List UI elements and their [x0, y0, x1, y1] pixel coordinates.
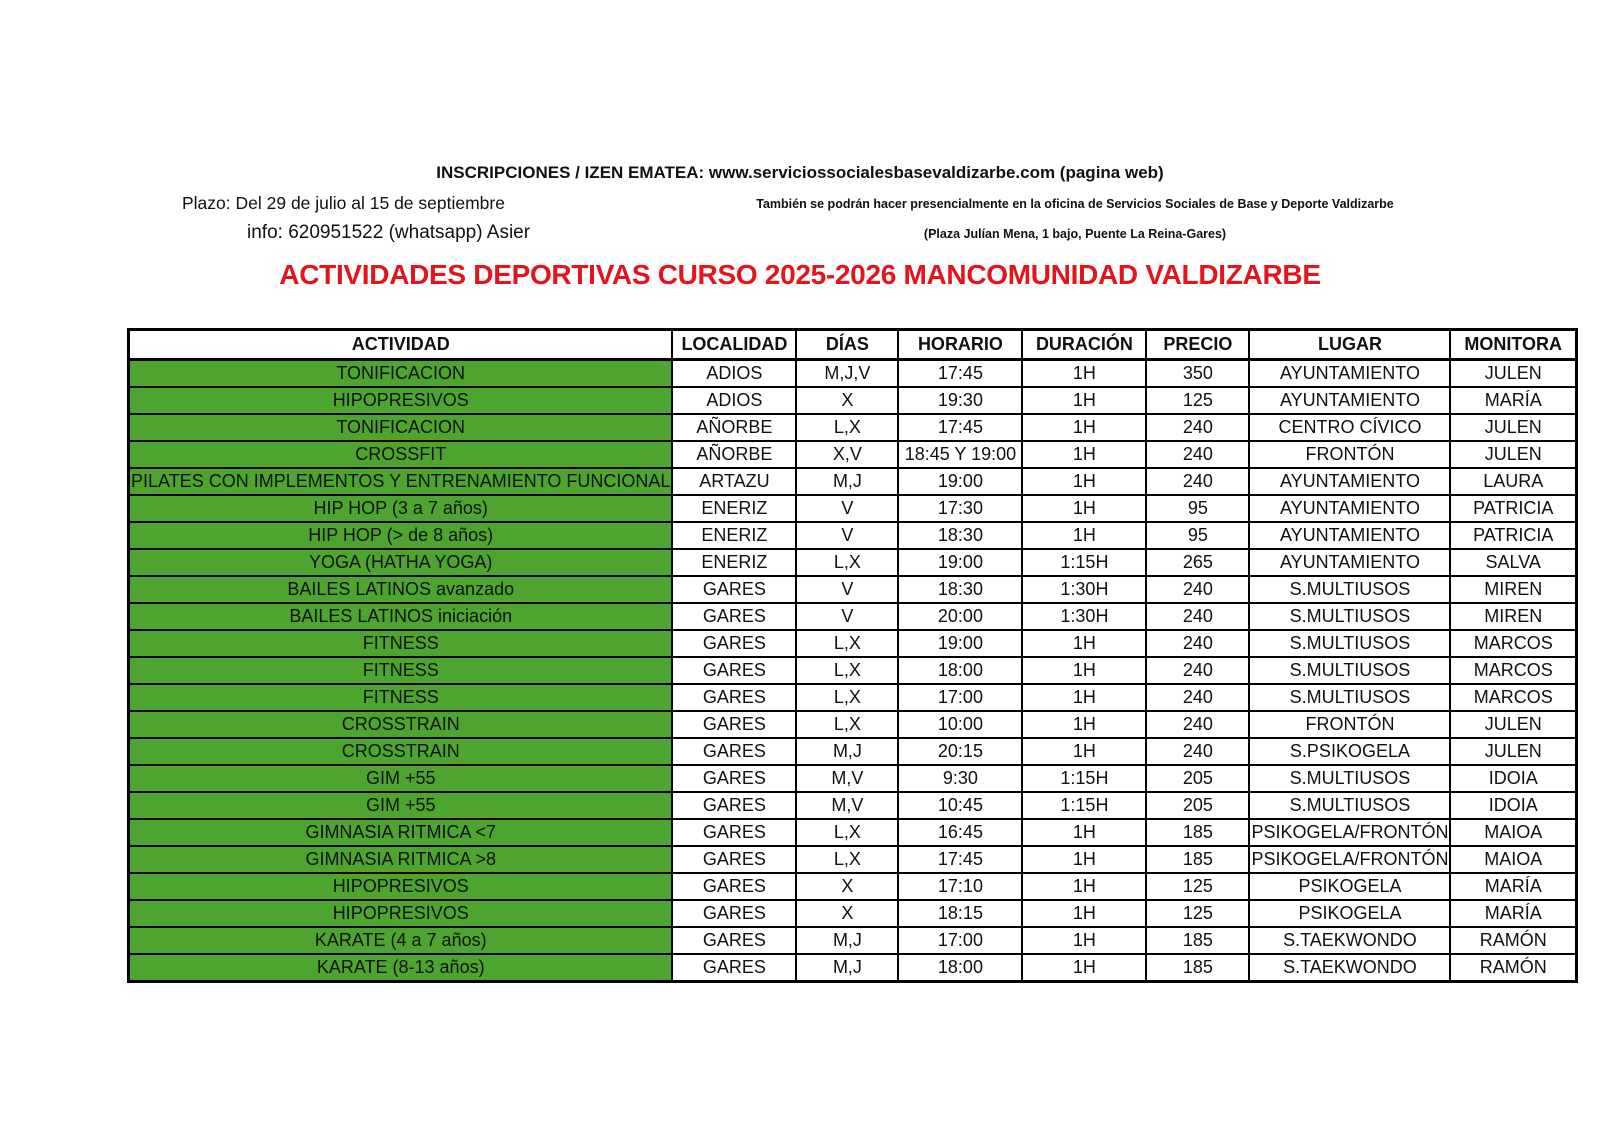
cell-horario: 19:00: [898, 549, 1022, 576]
cell-monitora: MAIOA: [1450, 819, 1576, 846]
cell-localidad: ADIOS: [672, 387, 796, 414]
cell-duracion: 1H: [1022, 738, 1146, 765]
registration-info: INSCRIPCIONES / IZEN EMATEA: www.serviciossocialesbasevaldizarbe.com (pagina web): [436, 163, 1164, 182]
cell-localidad: GARES: [672, 846, 796, 873]
cell-lugar: S.TAEKWONDO: [1249, 927, 1450, 954]
cell-actividad: CROSSTRAIN: [129, 711, 673, 738]
cell-monitora: MAIOA: [1450, 846, 1576, 873]
cell-actividad: BAILES LATINOS avanzado: [129, 576, 673, 603]
cell-dias: M,V: [796, 765, 898, 792]
cell-actividad: KARATE (4 a 7 años): [129, 927, 673, 954]
cell-horario: 17:45: [898, 414, 1022, 441]
cell-monitora: RAMÓN: [1450, 927, 1576, 954]
cell-horario: 17:30: [898, 495, 1022, 522]
cell-monitora: IDOIA: [1450, 765, 1576, 792]
cell-dias: V: [796, 603, 898, 630]
cell-lugar: AYUNTAMIENTO: [1249, 549, 1450, 576]
cell-duracion: 1H: [1022, 360, 1146, 388]
cell-precio: 125: [1146, 873, 1249, 900]
cell-lugar: AYUNTAMIENTO: [1249, 522, 1450, 549]
cell-monitora: SALVA: [1450, 549, 1576, 576]
cell-localidad: GARES: [672, 684, 796, 711]
cell-precio: 240: [1146, 684, 1249, 711]
activities-table: [127, 328, 1578, 983]
cell-duracion: 1:15H: [1022, 765, 1146, 792]
cell-actividad: HIP HOP (3 a 7 años): [129, 495, 673, 522]
column-header-monitora: MONITORA: [1450, 330, 1576, 360]
cell-horario: 10:00: [898, 711, 1022, 738]
cell-dias: L,X: [796, 630, 898, 657]
cell-precio: 240: [1146, 603, 1249, 630]
cell-precio: 205: [1146, 765, 1249, 792]
table-row: [129, 603, 1577, 630]
cell-duracion: 1H: [1022, 468, 1146, 495]
cell-precio: 240: [1146, 576, 1249, 603]
cell-dias: X: [796, 873, 898, 900]
cell-monitora: MIREN: [1450, 576, 1576, 603]
cell-monitora: MARCOS: [1450, 657, 1576, 684]
contact-info: info: 620951522 (whatsapp) Asier: [247, 222, 531, 243]
table-row: [129, 468, 1577, 495]
table-row: [129, 738, 1577, 765]
cell-lugar: CENTRO CÍVICO: [1249, 414, 1450, 441]
table-row: [129, 549, 1577, 576]
cell-localidad: GARES: [672, 576, 796, 603]
cell-dias: V: [796, 576, 898, 603]
column-header-actividad: ACTIVIDAD: [129, 330, 673, 360]
cell-actividad: GIMNASIA RITMICA <7: [129, 819, 673, 846]
cell-actividad: CROSSFIT: [129, 441, 673, 468]
cell-localidad: GARES: [672, 819, 796, 846]
cell-horario: 17:45: [898, 846, 1022, 873]
cell-precio: 240: [1146, 738, 1249, 765]
table-row: [129, 630, 1577, 657]
cell-actividad: YOGA (HATHA YOGA): [129, 549, 673, 576]
cell-precio: 240: [1146, 441, 1249, 468]
table-row: [129, 900, 1577, 927]
cell-lugar: S.MULTIUSOS: [1249, 603, 1450, 630]
cell-dias: L,X: [796, 657, 898, 684]
cell-precio: 125: [1146, 900, 1249, 927]
table-row: [129, 522, 1577, 549]
table-row: [129, 846, 1577, 873]
cell-precio: 185: [1146, 927, 1249, 954]
cell-dias: V: [796, 495, 898, 522]
cell-dias: M,J: [796, 927, 898, 954]
table-row: [129, 495, 1577, 522]
cell-dias: L,X: [796, 684, 898, 711]
cell-monitora: MIREN: [1450, 603, 1576, 630]
cell-actividad: HIPOPRESIVOS: [129, 873, 673, 900]
cell-monitora: PATRICIA: [1450, 495, 1576, 522]
cell-horario: 17:45: [898, 360, 1022, 388]
in-person-note: También se podrán hacer presencialmente en la oficina de Servicios Sociales de Base y Deporte Valdizarbe: [756, 197, 1394, 211]
cell-monitora: IDOIA: [1450, 792, 1576, 819]
cell-localidad: GARES: [672, 711, 796, 738]
cell-dias: M,J: [796, 954, 898, 982]
cell-localidad: ENERIZ: [672, 549, 796, 576]
cell-monitora: JULEN: [1450, 738, 1576, 765]
deadline-text: Plazo: Del 29 de julio al 15 de septiembre: [182, 193, 505, 213]
cell-duracion: 1:15H: [1022, 549, 1146, 576]
cell-lugar: AYUNTAMIENTO: [1249, 495, 1450, 522]
cell-lugar: AYUNTAMIENTO: [1249, 468, 1450, 495]
cell-localidad: ARTAZU: [672, 468, 796, 495]
cell-precio: 205: [1146, 792, 1249, 819]
cell-dias: M,J,V: [796, 360, 898, 388]
table-row: [129, 360, 1577, 388]
cell-monitora: MARÍA: [1450, 900, 1576, 927]
cell-precio: 125: [1146, 387, 1249, 414]
office-address: (Plaza Julían Mena, 1 bajo, Puente La Reina-Gares): [923, 227, 1227, 241]
table-row: [129, 927, 1577, 954]
table-row: [129, 765, 1577, 792]
column-header-dias: DÍAS: [796, 330, 898, 360]
cell-lugar: S.TAEKWONDO: [1249, 954, 1450, 982]
cell-horario: 18:15: [898, 900, 1022, 927]
cell-dias: L,X: [796, 549, 898, 576]
cell-localidad: GARES: [672, 630, 796, 657]
cell-monitora: JULEN: [1450, 414, 1576, 441]
cell-dias: L,X: [796, 711, 898, 738]
cell-dias: X: [796, 387, 898, 414]
table-row: [129, 441, 1577, 468]
cell-duracion: 1:15H: [1022, 792, 1146, 819]
cell-lugar: FRONTÓN: [1249, 441, 1450, 468]
column-header-precio: PRECIO: [1146, 330, 1249, 360]
cell-monitora: PATRICIA: [1450, 522, 1576, 549]
cell-localidad: ADIOS: [672, 360, 796, 388]
cell-dias: L,X: [796, 846, 898, 873]
cell-duracion: 1H: [1022, 441, 1146, 468]
cell-lugar: PSIKOGELA/FRONTÓN: [1249, 819, 1450, 846]
cell-lugar: S.MULTIUSOS: [1249, 657, 1450, 684]
cell-lugar: FRONTÓN: [1249, 711, 1450, 738]
cell-duracion: 1H: [1022, 711, 1146, 738]
cell-horario: 18:00: [898, 657, 1022, 684]
cell-actividad: TONIFICACION: [129, 360, 673, 388]
cell-horario: 18:45 Y 19:00: [898, 441, 1022, 468]
cell-horario: 9:30: [898, 765, 1022, 792]
cell-lugar: PSIKOGELA: [1249, 873, 1450, 900]
cell-dias: X: [796, 900, 898, 927]
cell-precio: 240: [1146, 657, 1249, 684]
cell-monitora: MARÍA: [1450, 873, 1576, 900]
cell-lugar: PSIKOGELA/FRONTÓN: [1249, 846, 1450, 873]
cell-duracion: 1H: [1022, 387, 1146, 414]
cell-actividad: GIM +55: [129, 792, 673, 819]
cell-monitora: JULEN: [1450, 360, 1576, 388]
cell-horario: 18:30: [898, 522, 1022, 549]
table-body: [129, 360, 1577, 982]
cell-dias: L,X: [796, 819, 898, 846]
cell-duracion: 1:30H: [1022, 603, 1146, 630]
cell-precio: 240: [1146, 468, 1249, 495]
cell-precio: 95: [1146, 522, 1249, 549]
cell-precio: 185: [1146, 819, 1249, 846]
cell-monitora: JULEN: [1450, 441, 1576, 468]
cell-actividad: CROSSTRAIN: [129, 738, 673, 765]
cell-monitora: LAURA: [1450, 468, 1576, 495]
cell-precio: 240: [1146, 630, 1249, 657]
cell-dias: M,V: [796, 792, 898, 819]
cell-horario: 19:30: [898, 387, 1022, 414]
cell-localidad: ENERIZ: [672, 522, 796, 549]
cell-actividad: KARATE (8-13 años): [129, 954, 673, 982]
column-header-horario: HORARIO: [898, 330, 1022, 360]
cell-lugar: S.MULTIUSOS: [1249, 630, 1450, 657]
cell-monitora: MARÍA: [1450, 387, 1576, 414]
cell-duracion: 1H: [1022, 873, 1146, 900]
cell-horario: 20:00: [898, 603, 1022, 630]
page-title: ACTIVIDADES DEPORTIVAS CURSO 2025-2026 MANCOMUNIDAD VALDIZARBE: [279, 259, 1321, 290]
cell-precio: 265: [1146, 549, 1249, 576]
cell-actividad: HIP HOP (> de 8 años): [129, 522, 673, 549]
cell-lugar: S.MULTIUSOS: [1249, 765, 1450, 792]
cell-localidad: GARES: [672, 765, 796, 792]
cell-horario: 20:15: [898, 738, 1022, 765]
table-row: [129, 576, 1577, 603]
cell-duracion: 1H: [1022, 684, 1146, 711]
cell-duracion: 1H: [1022, 900, 1146, 927]
cell-horario: 19:00: [898, 630, 1022, 657]
cell-horario: 17:10: [898, 873, 1022, 900]
cell-horario: 19:00: [898, 468, 1022, 495]
cell-actividad: GIM +55: [129, 765, 673, 792]
cell-localidad: GARES: [672, 792, 796, 819]
table-row: [129, 954, 1577, 982]
cell-monitora: JULEN: [1450, 711, 1576, 738]
table-row: [129, 387, 1577, 414]
cell-localidad: ENERIZ: [672, 495, 796, 522]
cell-localidad: AÑORBE: [672, 414, 796, 441]
cell-localidad: GARES: [672, 657, 796, 684]
column-header-duracion: DURACIÓN: [1022, 330, 1146, 360]
cell-actividad: TONIFICACION: [129, 414, 673, 441]
cell-actividad: FITNESS: [129, 630, 673, 657]
cell-lugar: S.PSIKOGELA: [1249, 738, 1450, 765]
cell-dias: M,J: [796, 738, 898, 765]
cell-precio: 95: [1146, 495, 1249, 522]
cell-monitora: MARCOS: [1450, 684, 1576, 711]
cell-localidad: GARES: [672, 900, 796, 927]
cell-horario: 17:00: [898, 684, 1022, 711]
table-row: [129, 414, 1577, 441]
table-row: [129, 684, 1577, 711]
cell-duracion: 1H: [1022, 657, 1146, 684]
cell-lugar: AYUNTAMIENTO: [1249, 387, 1450, 414]
cell-localidad: GARES: [672, 873, 796, 900]
cell-actividad: FITNESS: [129, 684, 673, 711]
cell-precio: 350: [1146, 360, 1249, 388]
cell-duracion: 1H: [1022, 630, 1146, 657]
cell-horario: 17:00: [898, 927, 1022, 954]
cell-actividad: FITNESS: [129, 657, 673, 684]
cell-horario: 18:00: [898, 954, 1022, 982]
table-row: [129, 873, 1577, 900]
table-row: [129, 711, 1577, 738]
cell-actividad: PILATES CON IMPLEMENTOS Y ENTRENAMIENTO FUNCIONAL: [129, 468, 673, 495]
cell-precio: 185: [1146, 954, 1249, 982]
cell-lugar: S.MULTIUSOS: [1249, 684, 1450, 711]
cell-actividad: GIMNASIA RITMICA >8: [129, 846, 673, 873]
cell-localidad: AÑORBE: [672, 441, 796, 468]
cell-dias: L,X: [796, 414, 898, 441]
table-row: [129, 819, 1577, 846]
cell-lugar: S.MULTIUSOS: [1249, 576, 1450, 603]
table-header-row: [129, 330, 1577, 360]
cell-lugar: PSIKOGELA: [1249, 900, 1450, 927]
cell-duracion: 1H: [1022, 495, 1146, 522]
cell-duracion: 1H: [1022, 954, 1146, 982]
cell-duracion: 1H: [1022, 819, 1146, 846]
cell-precio: 240: [1146, 711, 1249, 738]
cell-duracion: 1H: [1022, 927, 1146, 954]
cell-actividad: HIPOPRESIVOS: [129, 900, 673, 927]
cell-localidad: GARES: [672, 954, 796, 982]
cell-localidad: GARES: [672, 603, 796, 630]
cell-localidad: GARES: [672, 738, 796, 765]
table-row: [129, 657, 1577, 684]
cell-lugar: AYUNTAMIENTO: [1249, 360, 1450, 388]
cell-duracion: 1H: [1022, 846, 1146, 873]
cell-dias: V: [796, 522, 898, 549]
cell-localidad: GARES: [672, 927, 796, 954]
cell-horario: 16:45: [898, 819, 1022, 846]
cell-duracion: 1H: [1022, 522, 1146, 549]
cell-precio: 185: [1146, 846, 1249, 873]
cell-duracion: 1:30H: [1022, 576, 1146, 603]
cell-horario: 10:45: [898, 792, 1022, 819]
cell-actividad: HIPOPRESIVOS: [129, 387, 673, 414]
cell-dias: M,J: [796, 468, 898, 495]
column-header-localidad: LOCALIDAD: [672, 330, 796, 360]
cell-horario: 18:30: [898, 576, 1022, 603]
cell-actividad: BAILES LATINOS iniciación: [129, 603, 673, 630]
cell-duracion: 1H: [1022, 414, 1146, 441]
cell-monitora: MARCOS: [1450, 630, 1576, 657]
cell-precio: 240: [1146, 414, 1249, 441]
column-header-lugar: LUGAR: [1249, 330, 1450, 360]
cell-dias: X,V: [796, 441, 898, 468]
table-row: [129, 792, 1577, 819]
cell-lugar: S.MULTIUSOS: [1249, 792, 1450, 819]
cell-monitora: RAMÓN: [1450, 954, 1576, 982]
